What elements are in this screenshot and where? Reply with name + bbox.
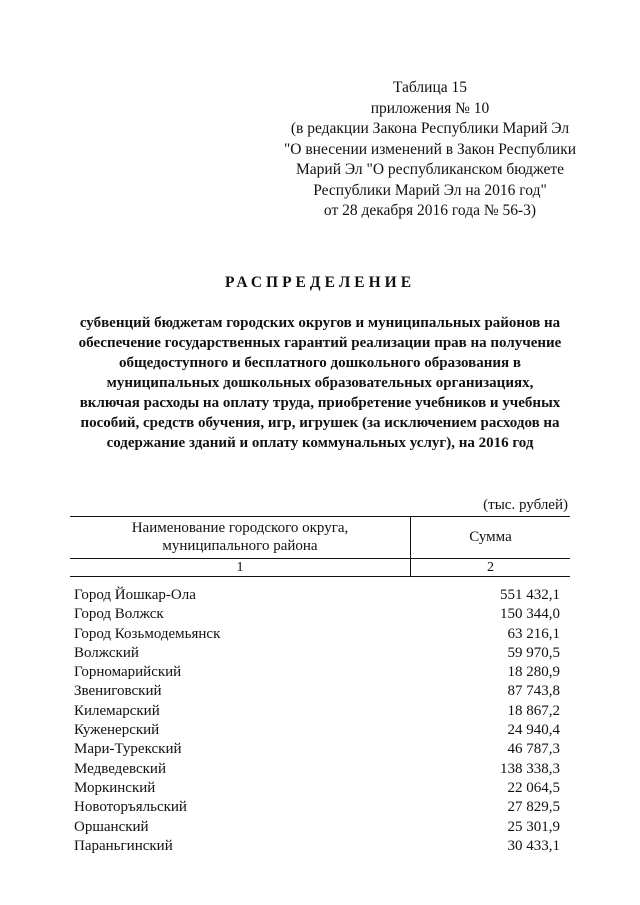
row-sum: 30 433,1	[507, 837, 560, 854]
column-number-2: 2	[487, 560, 494, 575]
row-name: Горномарийский	[74, 664, 182, 681]
row-sum: 18 280,9	[507, 664, 560, 681]
table-row	[74, 837, 560, 856]
row-sum: 63 216,1	[507, 625, 560, 642]
table-header-row	[70, 517, 570, 558]
table-row	[74, 586, 560, 605]
column-header-sum: Сумма	[469, 529, 512, 545]
row-sum: 551 432,1	[500, 587, 560, 603]
row-sum: 87 743,8	[507, 683, 560, 700]
column-header-name-line2: муниципального района	[162, 538, 318, 554]
row-name: Звениговский	[74, 683, 162, 700]
table-row	[74, 779, 560, 798]
row-sum: 22 064,5	[507, 779, 560, 796]
header-line: от 28 декабря 2016 года № 56-3)	[323, 202, 537, 219]
table-row	[74, 605, 560, 624]
row-name: Мари-Турекский	[74, 741, 182, 758]
row-sum: 25 301,9	[507, 818, 560, 835]
row-sum: 150 344,0	[500, 606, 560, 623]
header-line: Республики Марий Эл на 2016 год"	[313, 181, 547, 199]
header-line: приложения № 10	[370, 99, 490, 117]
row-sum: 18 867,2	[507, 702, 560, 719]
subtitle-line: субвенций бюджетам городских округов и муниципальных районов на	[79, 315, 561, 331]
row-name: Город Йошкар-Ола	[74, 587, 196, 603]
document-subtitle	[70, 313, 570, 453]
table-row	[74, 798, 560, 817]
table-row	[74, 625, 560, 644]
document-title: РАСПРЕДЕЛЕНИЕ	[224, 274, 416, 291]
table-row	[74, 702, 560, 721]
header-line: Таблица 15	[392, 79, 468, 96]
table-row	[74, 818, 560, 837]
subtitle-line: включая расходы на оплату труда, приобретение учебников и учебных	[79, 395, 561, 411]
row-name: Новоторъяльский	[74, 799, 187, 816]
subtitle-line: муниципальных дошкольных образовательных организациях,	[106, 375, 534, 391]
table-row	[74, 663, 560, 682]
row-name: Волжский	[74, 644, 139, 661]
table-header	[70, 516, 570, 577]
header-line: Марий Эл "О республиканском бюджете	[295, 161, 564, 178]
row-name: Оршанский	[74, 818, 149, 835]
row-sum: 46 787,3	[507, 741, 560, 758]
table-row	[74, 682, 560, 701]
subtitle-line: обеспечение государственных гарантий реализации прав на получение	[78, 335, 562, 351]
table-body	[74, 586, 560, 856]
column-header-name	[70, 517, 411, 558]
column-number-row	[70, 558, 570, 576]
row-sum: 138 338,3	[500, 760, 560, 777]
table-row	[74, 721, 560, 740]
row-name: Город Волжск	[74, 606, 164, 623]
row-sum: 59 970,5	[507, 644, 560, 661]
header-block	[260, 78, 600, 222]
row-sum: 27 829,5	[507, 799, 560, 816]
table-row	[74, 644, 560, 663]
row-name: Моркинский	[74, 779, 156, 796]
unit-label: (тыс. рублей)	[483, 497, 568, 513]
header-line: "О внесении изменений в Закон Республики	[283, 140, 577, 158]
row-name: Куженерский	[74, 722, 160, 739]
row-name: Медведевский	[74, 760, 166, 777]
subtitle-line: общедоступного и бесплатного дошкольного образования в	[118, 355, 521, 371]
subtitle-line: содержание зданий и оплату коммунальных услуг), на 2016 год	[106, 435, 534, 451]
row-name: Параньгинский	[74, 837, 173, 854]
row-sum: 24 940,4	[507, 722, 560, 739]
subtitle-line: пособий, средств обучения, игр, игрушек (за исключением расходов на	[80, 415, 560, 431]
table-row	[74, 760, 560, 779]
table-row	[74, 740, 560, 759]
row-name: Город Козьмодемьянск	[74, 625, 221, 642]
column-header-name-line1: Наименование городского округа,	[131, 520, 349, 536]
column-number-1: 1	[70, 559, 411, 576]
row-name: Килемарский	[74, 702, 160, 719]
header-line: (в редакции Закона Республики Марий Эл	[290, 120, 570, 137]
